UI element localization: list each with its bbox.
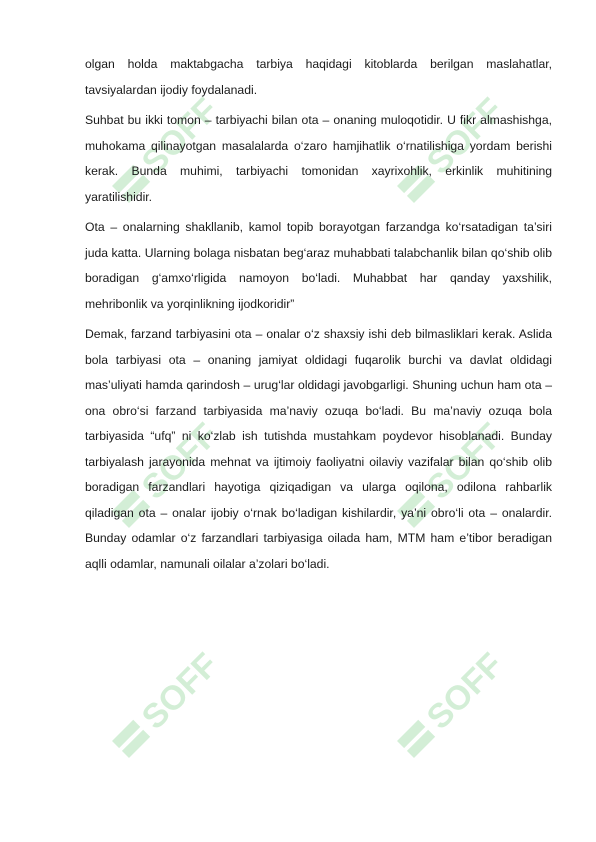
- watermark-text: SOFF: [134, 90, 226, 182]
- soff-watermark-logo: [70, 600, 270, 800]
- watermark-text: SOFF: [134, 645, 226, 737]
- document-body: [85, 52, 552, 582]
- watermark-text: SOFF: [419, 90, 511, 182]
- watermark-text: SOFF: [419, 645, 511, 737]
- paragraph: Demak, farzand tarbiyasini ota – onalar o‘z shaxsiy ishi deb bilmasliklari kerak. Aslida bola tarbiyasi ota – onaning jamiyat oldidagi fuqarolik burchi va davlat oldidagi mas’uliyati hamda qarindosh – urug‘lar oldidagi javobgarligi. Shuning uchun ham ota – ona obro‘si farzand tarbiyasida ma’naviy ozuqa bo‘ladi. Bu ma’naviy ozuqa bola tarbiyasida “ufq” ni ko‘zlab ish tutishda mustahkam poydevor hisoblanadi. Bunday tarbiyalash jarayonida mehnat va ijtimoiy faoliyatni oilaviy vazifalar bilan qo‘shib olib boradigan farzandlari hayotiga qiziqadigan va ularga oqilona, odilona rahbarlik qiladigan ota – onalar ijobiy o‘rnak bo‘ladigan kishilardir, ya’ni obro‘li ota – onalardir. Bunday odamlar o‘z farzandlari tarbiyasiga oilada ham, MTM ham e’tibor beradigan aqlli odamlar, namunali oilalar a’zolari bo‘ladi.: [85, 327, 552, 571]
- paragraph: olgan holda maktabgacha tarbiya haqidagi kitoblarda berilgan maslahatlar, tavsiyalardan ijodiy foydalanadi.: [85, 57, 552, 97]
- watermark-text: SOFF: [134, 415, 226, 507]
- soff-watermark-logo: [355, 600, 555, 800]
- paragraph: Ota – onalarning shakllanib, kamol topib borayotgan farzandga ko‘rsatadigan ta’siri juda katta. Ularning bolaga nisbatan beg‘araz muhabbati talabchanlik bilan qo‘shib olib boradigan g‘amxo‘rligida namoyon bo‘ladi. Muhabbat har qanday yaxshilik, mehribonlik va yorqinlikning ijodkoridir”: [85, 220, 552, 311]
- paragraph: Suhbat bu ikki tomon – tarbiyachi bilan ota – onaning muloqotidir. U fikr almashishga, muhokama qilinayotgan masalalarda o‘zaro hamjihatlik o‘rnatilishiga yordam berishi kerak. Bunda muhimi, tarbiyachi tomonidan xayrixohlik, erkinlik muhitining yaratilishidir.: [85, 113, 552, 204]
- watermark-text: SOFF: [419, 415, 511, 507]
